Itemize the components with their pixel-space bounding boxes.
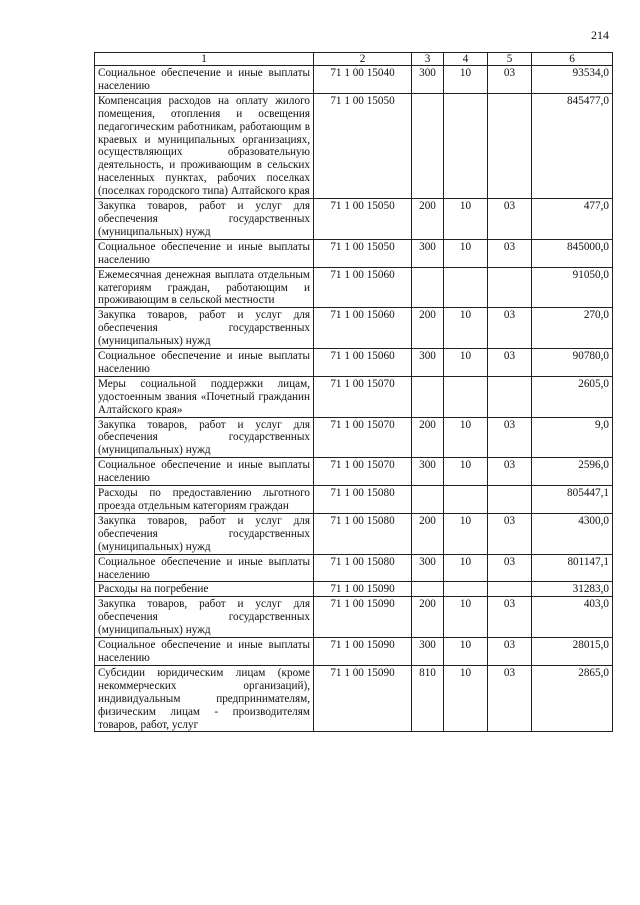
row-sum-cell: 9,0 xyxy=(532,417,613,458)
row-pr-cell: 03 xyxy=(488,239,532,267)
row-sum-cell: 270,0 xyxy=(532,308,613,349)
row-name-cell: Расходы на погребение xyxy=(95,582,314,597)
row-vr-cell: 200 xyxy=(412,513,444,554)
row-rz-cell xyxy=(444,582,488,597)
table-row xyxy=(95,239,613,267)
row-code-cell: 71 1 00 15090 xyxy=(314,582,412,597)
row-sum-cell: 31283,0 xyxy=(532,582,613,597)
row-sum-cell: 91050,0 xyxy=(532,267,613,308)
row-vr-cell: 300 xyxy=(412,239,444,267)
row-rz-cell: 10 xyxy=(444,638,488,666)
table-row xyxy=(95,597,613,638)
row-pr-cell: 03 xyxy=(488,597,532,638)
row-vr-cell: 200 xyxy=(412,308,444,349)
table-row xyxy=(95,349,613,377)
row-pr-cell: 03 xyxy=(488,554,532,582)
row-name-cell: Расходы по предоставлению льготного проезда отдельным категориям граждан xyxy=(95,486,314,514)
row-name-cell: Социальное обеспечение и иные выплаты населению xyxy=(95,66,314,94)
row-code-cell: 71 1 00 15090 xyxy=(314,665,412,732)
row-name-cell: Социальное обеспечение и иные выплаты населению xyxy=(95,349,314,377)
row-vr-cell: 300 xyxy=(412,554,444,582)
row-code-cell: 71 1 00 15040 xyxy=(314,66,412,94)
table-row xyxy=(95,458,613,486)
table-row xyxy=(95,376,613,417)
row-code-cell: 71 1 00 15090 xyxy=(314,638,412,666)
table-row xyxy=(95,66,613,94)
row-name-cell: Социальное обеспечение и иные выплаты населению xyxy=(95,638,314,666)
row-pr-cell: 03 xyxy=(488,638,532,666)
row-vr-cell: 300 xyxy=(412,638,444,666)
row-code-cell: 71 1 00 15090 xyxy=(314,597,412,638)
row-sum-cell: 403,0 xyxy=(532,597,613,638)
row-vr-cell xyxy=(412,582,444,597)
row-code-cell: 71 1 00 15070 xyxy=(314,458,412,486)
row-sum-cell: 845000,0 xyxy=(532,239,613,267)
row-code-cell: 71 1 00 15050 xyxy=(314,239,412,267)
row-sum-cell: 2865,0 xyxy=(532,665,613,732)
row-vr-cell: 200 xyxy=(412,417,444,458)
row-pr-cell: 03 xyxy=(488,199,532,240)
row-vr-cell xyxy=(412,486,444,514)
row-rz-cell: 10 xyxy=(444,239,488,267)
row-sum-cell: 4300,0 xyxy=(532,513,613,554)
row-rz-cell: 10 xyxy=(444,417,488,458)
row-sum-cell: 2605,0 xyxy=(532,376,613,417)
row-rz-cell: 10 xyxy=(444,199,488,240)
row-name-cell: Закупка товаров, работ и услуг для обеспечения государственных (муниципальных) нужд xyxy=(95,417,314,458)
row-code-cell: 71 1 00 15070 xyxy=(314,376,412,417)
row-code-cell: 71 1 00 15060 xyxy=(314,349,412,377)
table-row xyxy=(95,267,613,308)
row-code-cell: 71 1 00 15060 xyxy=(314,267,412,308)
row-rz-cell xyxy=(444,267,488,308)
row-code-cell: 71 1 00 15050 xyxy=(314,93,412,198)
table-row xyxy=(95,486,613,514)
row-sum-cell: 28015,0 xyxy=(532,638,613,666)
row-vr-cell: 300 xyxy=(412,458,444,486)
row-pr-cell: 03 xyxy=(488,349,532,377)
header-cell: 5 xyxy=(488,53,532,66)
row-rz-cell: 10 xyxy=(444,66,488,94)
table-row xyxy=(95,93,613,198)
row-name-cell: Меры социальной поддержки лицам, удостоенным звания «Почетный гражданин Алтайского края» xyxy=(95,376,314,417)
row-code-cell: 71 1 00 15070 xyxy=(314,417,412,458)
row-name-cell: Компенсация расходов на оплату жилого помещения, отопления и освещения педагогическим работникам, работающим в краевых и муниципальных организациях, осуществляющих образовательную деятельность, и проживающим в сельских населенных пунктах, рабочих поселках (поселках городского типа) Алтайского края xyxy=(95,93,314,198)
row-code-cell: 71 1 00 15080 xyxy=(314,513,412,554)
row-name-cell: Закупка товаров, работ и услуг для обеспечения государственных (муниципальных) нужд xyxy=(95,199,314,240)
table-row xyxy=(95,417,613,458)
header-cell: 1 xyxy=(95,53,314,66)
row-pr-cell xyxy=(488,582,532,597)
row-code-cell: 71 1 00 15060 xyxy=(314,308,412,349)
header-row xyxy=(95,53,613,66)
row-rz-cell xyxy=(444,93,488,198)
row-code-cell: 71 1 00 15080 xyxy=(314,554,412,582)
table-row xyxy=(95,582,613,597)
row-pr-cell: 03 xyxy=(488,308,532,349)
row-sum-cell: 801147,1 xyxy=(532,554,613,582)
row-name-cell: Закупка товаров, работ и услуг для обеспечения государственных (муниципальных) нужд xyxy=(95,597,314,638)
row-rz-cell xyxy=(444,376,488,417)
row-pr-cell: 03 xyxy=(488,66,532,94)
row-sum-cell: 90780,0 xyxy=(532,349,613,377)
budget-table xyxy=(94,52,613,732)
row-sum-cell: 93534,0 xyxy=(532,66,613,94)
row-vr-cell: 200 xyxy=(412,199,444,240)
row-vr-cell: 810 xyxy=(412,665,444,732)
row-sum-cell: 2596,0 xyxy=(532,458,613,486)
row-name-cell: Ежемесячная денежная выплата отдельным категориям граждан, работающим и проживающим в сельской местности xyxy=(95,267,314,308)
row-name-cell: Социальное обеспечение и иные выплаты населению xyxy=(95,239,314,267)
row-vr-cell xyxy=(412,93,444,198)
table-row xyxy=(95,638,613,666)
table-row xyxy=(95,665,613,732)
row-rz-cell: 10 xyxy=(444,597,488,638)
row-rz-cell: 10 xyxy=(444,513,488,554)
header-cell: 3 xyxy=(412,53,444,66)
table-row xyxy=(95,308,613,349)
header-cell: 2 xyxy=(314,53,412,66)
page-number: 214 xyxy=(591,28,609,42)
table-row xyxy=(95,554,613,582)
row-vr-cell: 300 xyxy=(412,349,444,377)
row-sum-cell: 477,0 xyxy=(532,199,613,240)
table-row xyxy=(95,199,613,240)
row-vr-cell: 200 xyxy=(412,597,444,638)
row-code-cell: 71 1 00 15080 xyxy=(314,486,412,514)
row-vr-cell xyxy=(412,267,444,308)
row-pr-cell xyxy=(488,93,532,198)
row-name-cell: Закупка товаров, работ и услуг для обеспечения государственных (муниципальных) нужд xyxy=(95,513,314,554)
row-vr-cell xyxy=(412,376,444,417)
row-rz-cell: 10 xyxy=(444,308,488,349)
header-cell: 6 xyxy=(532,53,613,66)
row-rz-cell xyxy=(444,486,488,514)
row-sum-cell: 845477,0 xyxy=(532,93,613,198)
row-rz-cell: 10 xyxy=(444,349,488,377)
row-name-cell: Закупка товаров, работ и услуг для обеспечения государственных (муниципальных) нужд xyxy=(95,308,314,349)
row-name-cell: Социальное обеспечение и иные выплаты населению xyxy=(95,554,314,582)
row-pr-cell xyxy=(488,267,532,308)
row-pr-cell xyxy=(488,376,532,417)
row-pr-cell: 03 xyxy=(488,665,532,732)
table-row xyxy=(95,513,613,554)
row-pr-cell: 03 xyxy=(488,417,532,458)
row-rz-cell: 10 xyxy=(444,458,488,486)
row-name-cell: Социальное обеспечение и иные выплаты населению xyxy=(95,458,314,486)
row-pr-cell: 03 xyxy=(488,513,532,554)
row-sum-cell: 805447,1 xyxy=(532,486,613,514)
row-name-cell: Субсидии юридическим лицам (кроме некоммерческих организаций), индивидуальным предпринимателям, физическим лицам - производителям товаров, работ, услуг xyxy=(95,665,314,732)
row-code-cell: 71 1 00 15050 xyxy=(314,199,412,240)
row-vr-cell: 300 xyxy=(412,66,444,94)
row-rz-cell: 10 xyxy=(444,554,488,582)
header-cell: 4 xyxy=(444,53,488,66)
row-rz-cell: 10 xyxy=(444,665,488,732)
row-pr-cell xyxy=(488,486,532,514)
row-pr-cell: 03 xyxy=(488,458,532,486)
